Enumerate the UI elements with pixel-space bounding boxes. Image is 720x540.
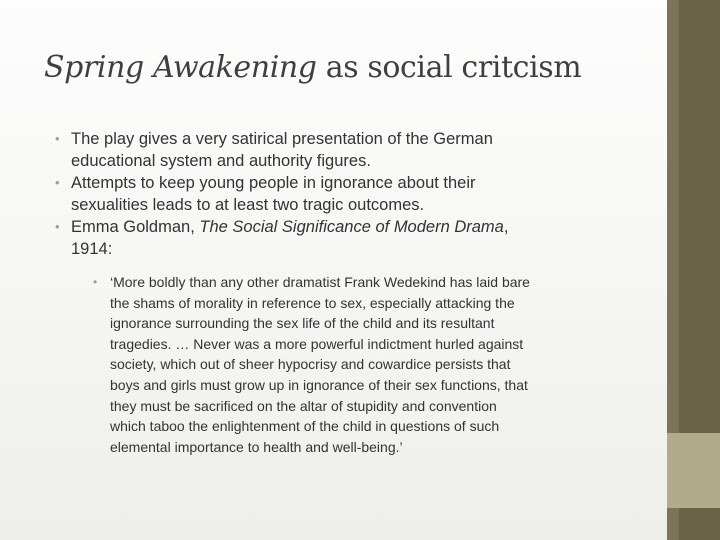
quote-list <box>71 272 655 457</box>
quote-line: • ‘More boldly than any other dramatist Frank Wedekind has laid bare <box>110 274 530 290</box>
bullet-line: sexualities leads to at least two tragic outcomes. <box>71 196 425 214</box>
citation-comma: , <box>503 218 509 236</box>
quote-line: ignorance surrounding the sex life of the child and its resultant <box>110 315 495 332</box>
bullet-item <box>55 128 655 172</box>
quote-line: they must be sacrificed on the altar of stupidity and convention <box>110 397 497 414</box>
bullet-list <box>55 128 655 457</box>
bullet-item <box>55 216 655 457</box>
side-accent-block <box>667 433 720 508</box>
quote-line: the shams of morality in reference to sex, especially attacking the <box>110 294 515 311</box>
bullet-line: • The play gives a very satirical presentation of the German <box>71 130 493 148</box>
citation-book-title: The Social Significance of Modern Drama <box>199 218 504 236</box>
bullet-item <box>55 172 655 216</box>
quote-item <box>93 272 655 457</box>
quote-line: boys and girls must grow up in ignorance of their sex functions, that <box>110 376 528 393</box>
citation-author: Emma Goldman, <box>71 218 200 236</box>
quote-line: which taboo the enlightenment of the child in questions of such <box>110 418 500 435</box>
bullet-line: 1914: <box>71 240 113 258</box>
title-rest: as social critcism <box>316 50 582 85</box>
quote-line: society, which out of sheer hypocrisy and cowardice persists that <box>110 356 511 373</box>
quote-line: tragedies. … Never was a more powerful indictment hurled against <box>110 335 524 352</box>
bullet-line: educational system and authority figures. <box>71 152 371 170</box>
bullet-line <box>71 216 655 238</box>
quote-line: elemental importance to health and well-being.’ <box>110 438 403 455</box>
bullet-line: • Attempts to keep young people in ignorance about their <box>71 174 476 192</box>
slide-title <box>44 46 654 90</box>
title-play-name: Spring Awakening <box>44 50 317 85</box>
